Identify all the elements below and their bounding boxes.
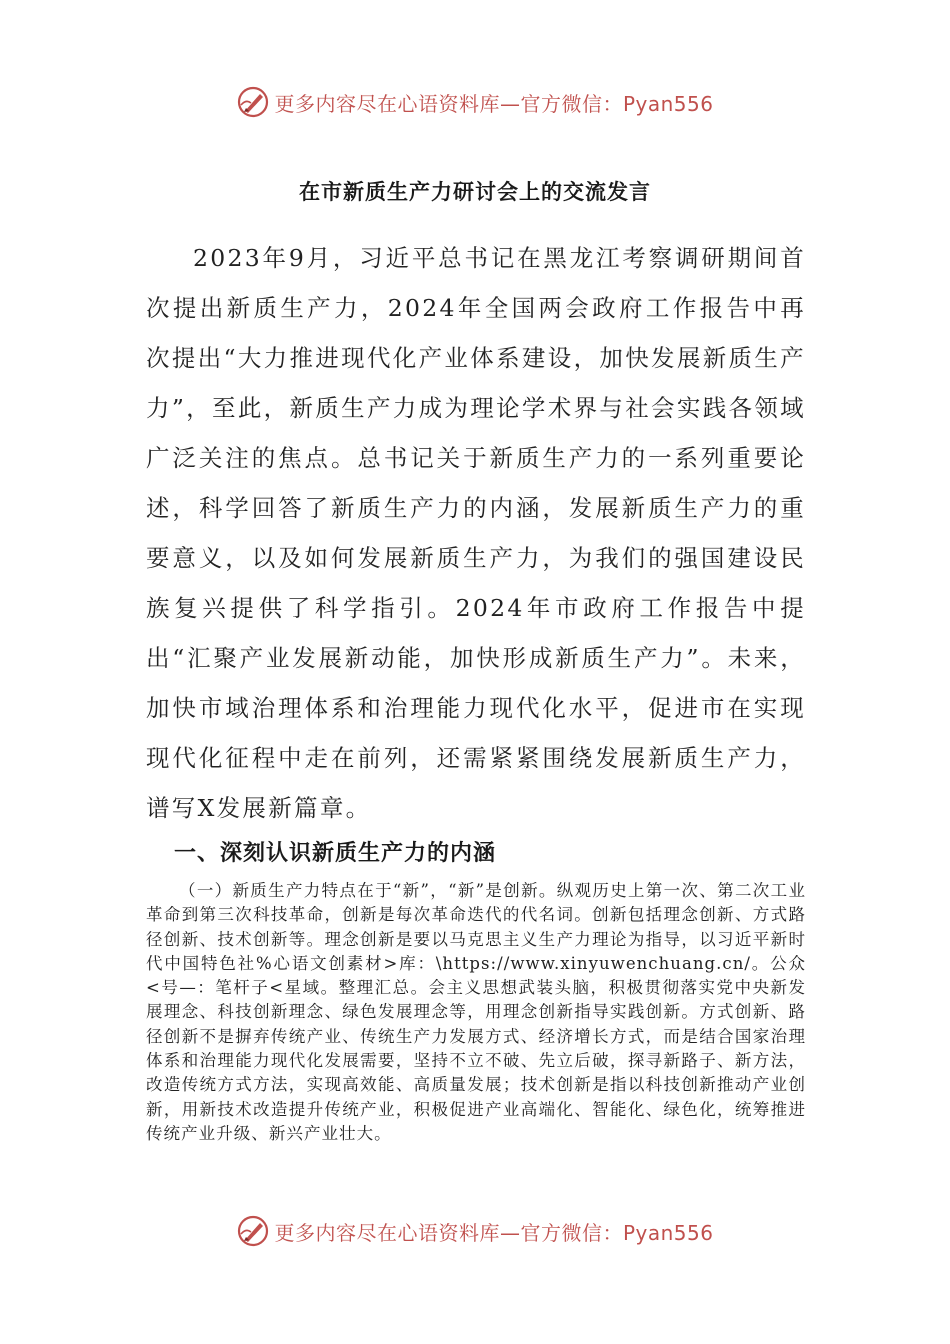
- header-banner: [0, 82, 950, 122]
- footer-banner: [0, 1211, 950, 1251]
- pen-logo-icon: [236, 85, 270, 119]
- section-1-paragraph-1: （一）新质生产力特点在于“新”，“新”是创新。纵观历史上第一次、第二次工业革命到第三次科技革命，创新是每次革命迭代的代名词。创新包括理念创新、方式路径创新、技术创新等。理念创新是要以马克思主义生产力理论为指导，以习近平新时代中国特色社%心语文创素材>库：\https://www.xinyuwenchuang.cn/。公众<号—：笔杆子<星域。整理汇总。会主义思想武装头脑，积极贯彻落实党中央新发展理念、科技创新理念、绿色发展理念等，用理念创新指导实践创新。方式创新、路径创新不是摒弃传统产业、传统生产力发展方式、经济增长方式，而是结合国家治理体系和治理能力现代化发展需要，坚持不立不破、先立后破，探寻新路子、新方法，改造传统方式方法，实现高效能、高质量发展；技术创新是指以科技创新推动产业创新，用新技术改造提升传统产业，积极促进产业高端化、智能化、绿色化，统筹推进传统产业升级、新兴产业壮大。: [146, 881, 806, 1143]
- intro-paragraph: 2023年9月，习近平总书记在黑龙江考察调研期间首次提出新质生产力，2024年全国两会政府工作报告中再次提出“大力推进现代化产业体系建设，加快发展新质生产力”，至此，新质生产力成为理论学术界与社会实践各领域广泛关注的焦点。总书记关于新质生产力的一系列重要论述，科学回答了新质生产力的内涵，发展新质生产力的重要意义，以及如何发展新质生产力，为我们的强国建设民族复兴提供了科学指引。2024年市政府工作报告中提出“汇聚产业发展新动能，加快形成新质生产力”。未来，加快市域治理体系和治理能力现代化水平，促进市在实现现代化征程中走在前列，还需紧紧围绕发展新质生产力，谱写X发展新篇章。: [146, 244, 806, 822]
- document-title: 在市新质生产力研讨会上的交流发言: [299, 180, 651, 204]
- header-banner-text: 更多内容尽在心语资料库—官方微信：Pyan556: [274, 91, 714, 116]
- pen-logo-icon: [236, 1214, 270, 1248]
- section-heading-1: 一、深刻认识新质生产力的内涵: [174, 841, 497, 866]
- footer-banner-text: 更多内容尽在心语资料库—官方微信：Pyan556: [274, 1220, 714, 1245]
